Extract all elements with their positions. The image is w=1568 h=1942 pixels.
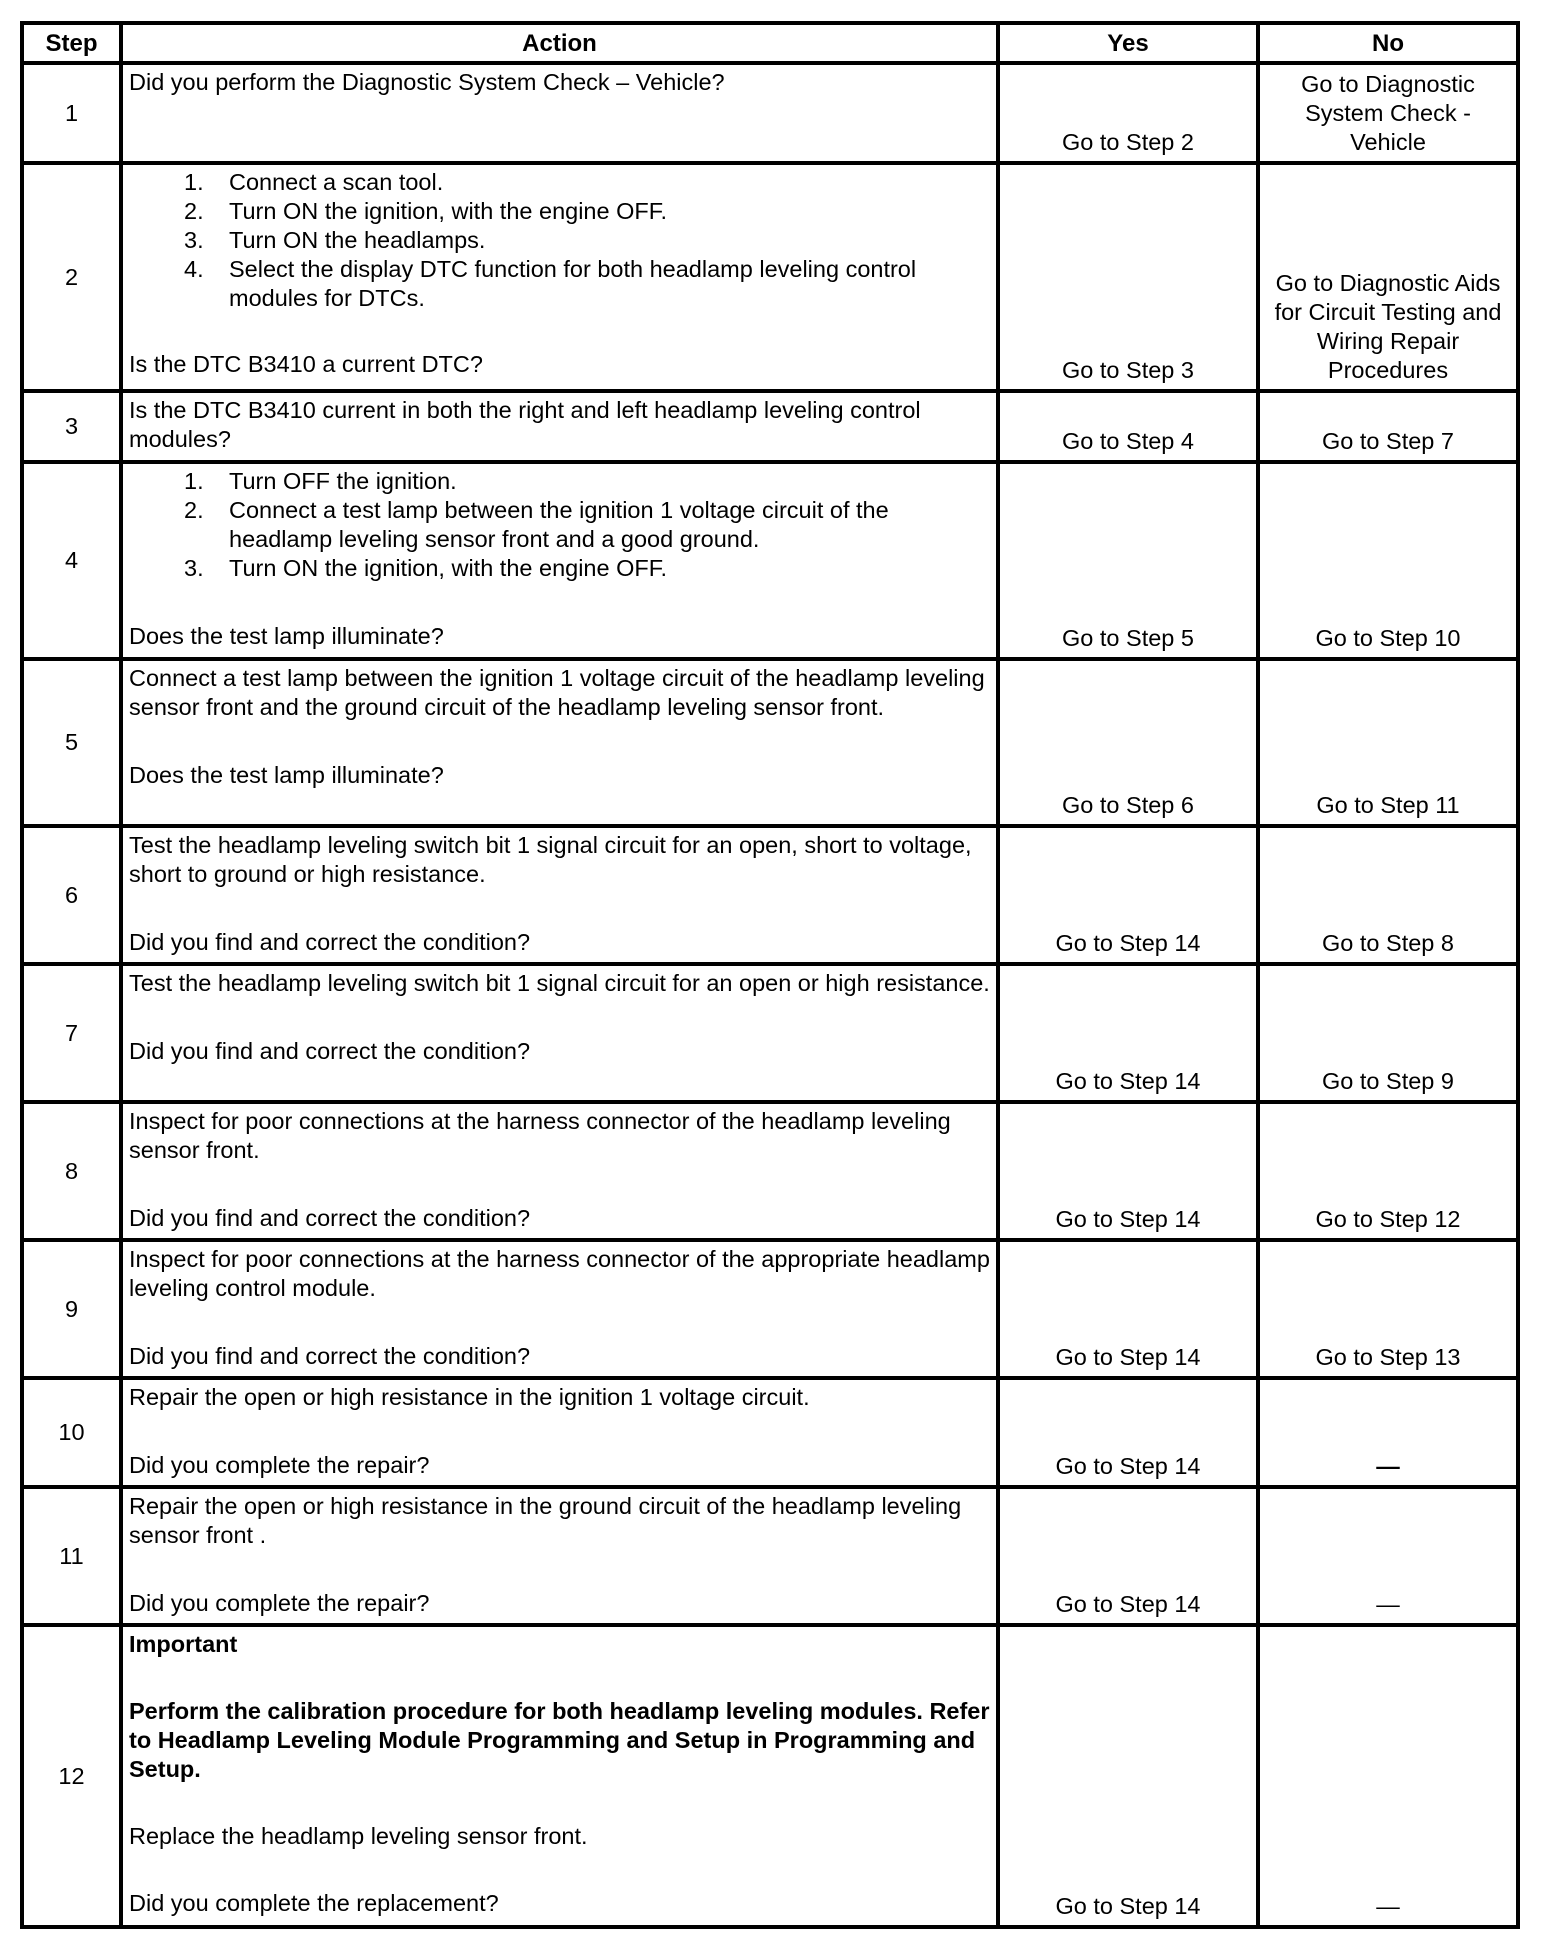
action-step-item: 3. Turn ON the headlamps. (184, 227, 486, 253)
table-row (22, 391, 1518, 462)
diagnostic-table (20, 21, 1520, 1929)
action-cell (121, 462, 998, 659)
action-question: Is the DTC B3410 a current DTC? (129, 351, 483, 377)
no-result (1258, 163, 1518, 391)
no-result: Go to Step 11 (1258, 659, 1518, 826)
step-number: 6 (22, 826, 121, 964)
no-result-text: Go to Diagnostic System Check - Vehicle (1301, 71, 1475, 155)
step-number: 4 (22, 462, 121, 659)
action-question: Did you find and correct the condition? (129, 1343, 531, 1369)
yes-result: Go to Step 5 (998, 462, 1258, 659)
action-cell (121, 1240, 998, 1378)
action-question: Did you complete the replacement? (129, 1890, 499, 1916)
action-steps (129, 467, 990, 583)
yes-result: Go to Step 3 (998, 163, 1258, 391)
action-cell (121, 1487, 998, 1625)
action-cell (121, 1102, 998, 1240)
step-number: 9 (22, 1240, 121, 1378)
step-number: 8 (22, 1102, 121, 1240)
action-step-item: 3. Turn ON the ignition, with the engine OFF. (184, 555, 668, 581)
no-result: — (1258, 1487, 1518, 1625)
action-cell (121, 63, 998, 163)
important-text: Perform the calibration procedure for both headlamp leveling modules. Refer to Headlamp Leveling Module Programming and Setup in Programming and Setup. (129, 1698, 990, 1782)
step-number: 1 (22, 63, 121, 163)
action-question: Did you find and correct the condition? (129, 1038, 531, 1064)
no-result (1258, 63, 1518, 163)
yes-result: Go to Step 6 (998, 659, 1258, 826)
action-text: Inspect for poor connections at the harness connector of the appropriate headlamp leveling control module. (129, 1246, 990, 1301)
action-text: Replace the headlamp leveling sensor front. (129, 1823, 588, 1849)
yes-result: Go to Step 14 (998, 1487, 1258, 1625)
no-result: Go to Step 10 (1258, 462, 1518, 659)
action-step-item: 2. Connect a test lamp between the ignition 1 voltage circuit of the headlamp leveling sensor front and a good ground. (184, 497, 889, 552)
yes-result: Go to Step 14 (998, 1378, 1258, 1487)
yes-result: Go to Step 4 (998, 391, 1258, 462)
no-result: Go to Step 8 (1258, 826, 1518, 964)
action-text: Did you perform the Diagnostic System Check – Vehicle? (129, 69, 725, 95)
action-step-item: 1. Turn OFF the ignition. (184, 468, 457, 494)
action-text: Test the headlamp leveling switch bit 1 signal circuit for an open, short to voltage, short to ground or high resistance. (129, 832, 972, 887)
table-row (22, 1625, 1518, 1927)
action-step-item: 1. Connect a scan tool. (184, 169, 444, 195)
table-row (22, 826, 1518, 964)
table-row (22, 1487, 1518, 1625)
step-number: 12 (22, 1625, 121, 1927)
yes-result: Go to Step 14 (998, 1102, 1258, 1240)
action-cell (121, 659, 998, 826)
action-text: Inspect for poor connections at the harness connector of the headlamp leveling sensor front. (129, 1108, 951, 1163)
table-row (22, 462, 1518, 659)
step-number: 10 (22, 1378, 121, 1487)
action-question: Did you find and correct the condition? (129, 929, 531, 955)
action-cell (121, 163, 998, 391)
action-text: Is the DTC B3410 current in both the right and left headlamp leveling control modules? (129, 397, 921, 452)
no-result: — (1258, 1378, 1518, 1487)
header-yes: Yes (998, 23, 1258, 63)
no-result: Go to Step 9 (1258, 964, 1518, 1102)
action-text: Repair the open or high resistance in the ignition 1 voltage circuit. (129, 1384, 810, 1410)
action-question: Does the test lamp illuminate? (129, 623, 444, 649)
no-result: Go to Step 13 (1258, 1240, 1518, 1378)
action-cell (121, 1625, 998, 1927)
action-step-item: 4. Select the display DTC function for both headlamp leveling control modules for DTCs. (184, 256, 917, 311)
step-number: 7 (22, 964, 121, 1102)
yes-result: Go to Step 14 (998, 964, 1258, 1102)
step-number: 2 (22, 163, 121, 391)
no-result: — (1258, 1625, 1518, 1927)
table-row (22, 63, 1518, 163)
header-step: Step (22, 23, 121, 63)
action-question: Did you complete the repair? (129, 1590, 430, 1616)
no-result: Go to Step 12 (1258, 1102, 1518, 1240)
action-cell (121, 826, 998, 964)
table-header-row (22, 23, 1518, 63)
important-label: Important (129, 1631, 238, 1657)
action-cell (121, 964, 998, 1102)
action-step-item: 2. Turn ON the ignition, with the engine OFF. (184, 198, 668, 224)
header-no: No (1258, 23, 1518, 63)
action-cell (121, 1378, 998, 1487)
table-row (22, 1102, 1518, 1240)
action-text: Test the headlamp leveling switch bit 1 signal circuit for an open or high resistance. (129, 970, 990, 996)
header-action: Action (121, 23, 998, 63)
yes-result: Go to Step 2 (998, 63, 1258, 163)
yes-result: Go to Step 14 (998, 1625, 1258, 1927)
step-number: 3 (22, 391, 121, 462)
no-result-text: Go to Diagnostic Aids for Circuit Testing and Wiring Repair Procedures (1274, 270, 1502, 383)
table-row (22, 659, 1518, 826)
no-result: Go to Step 7 (1258, 391, 1518, 462)
action-steps (129, 168, 990, 313)
action-question: Did you find and correct the condition? (129, 1205, 531, 1231)
step-number: 5 (22, 659, 121, 826)
table-row (22, 1378, 1518, 1487)
step-number: 11 (22, 1487, 121, 1625)
yes-result: Go to Step 14 (998, 826, 1258, 964)
table-row (22, 163, 1518, 391)
action-cell (121, 391, 998, 462)
table-row (22, 1240, 1518, 1378)
action-text: Connect a test lamp between the ignition 1 voltage circuit of the headlamp leveling sensor front and the ground circuit of the headlamp leveling sensor front. (129, 665, 985, 720)
action-question: Did you complete the repair? (129, 1452, 430, 1478)
table-row (22, 964, 1518, 1102)
action-text: Repair the open or high resistance in the ground circuit of the headlamp leveling sensor front . (129, 1493, 962, 1548)
yes-result: Go to Step 14 (998, 1240, 1258, 1378)
action-question: Does the test lamp illuminate? (129, 762, 444, 788)
